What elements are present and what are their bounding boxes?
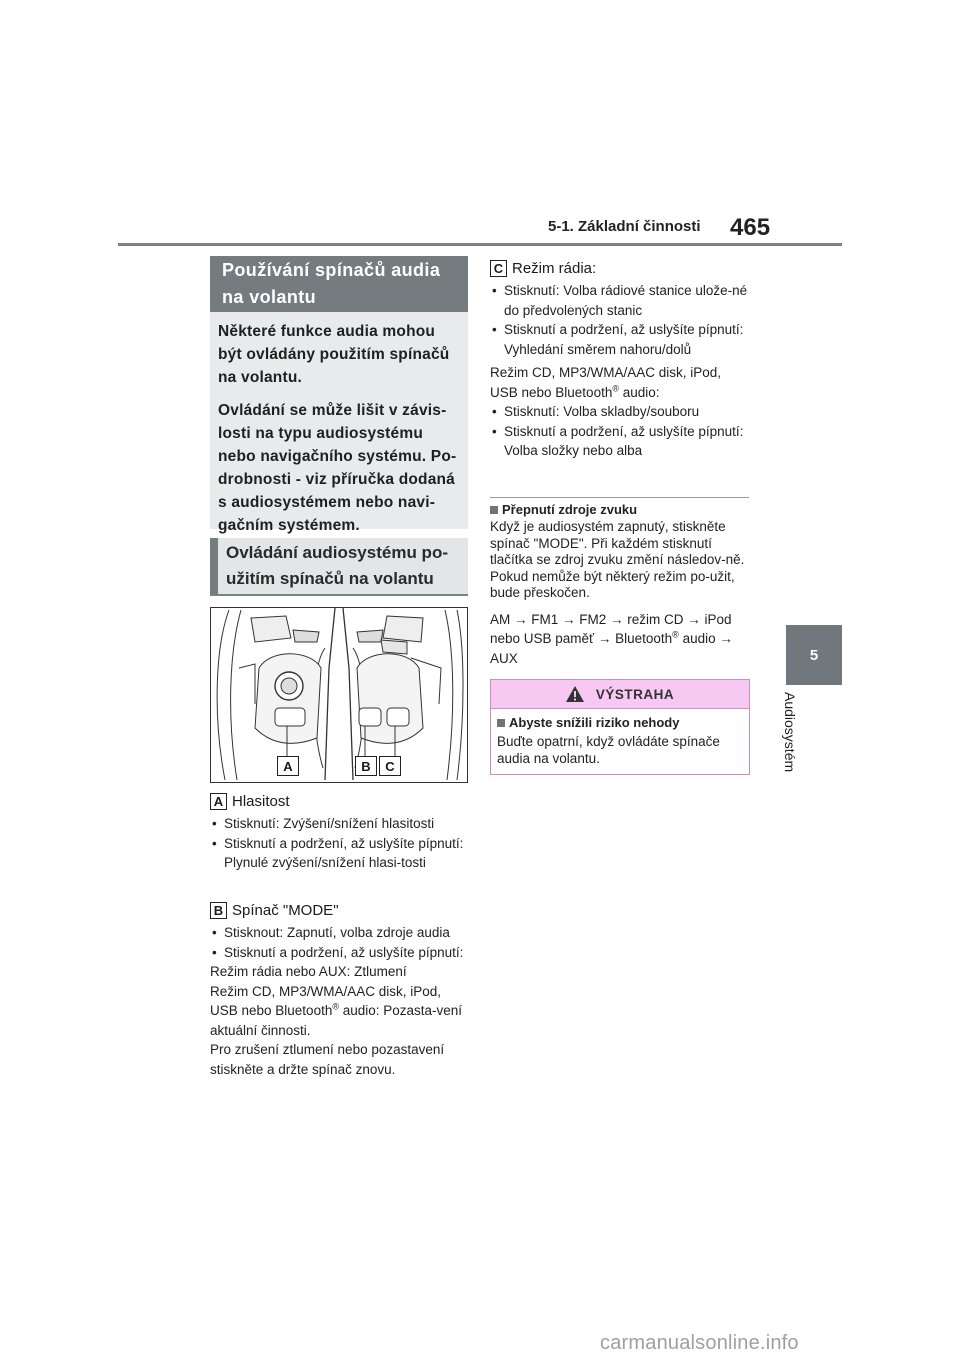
item-b-bullet-1: • Stisknout: Zapnutí, volba zdroje audia	[210, 923, 468, 943]
source-text: Když je audiosystém zapnutý, stiskněte spínač "MODE". Při každém stisknutí tlačítka se zdroj zvuku změní následov-ně. Pokud nemůže být některý režim po-užit, bude přeskočen.	[490, 519, 745, 600]
registered-mark: ®	[612, 383, 619, 393]
item-c-bullet-1: • Stisknutí: Volba rádiové stanice ulože-né do předvolených stanic	[490, 281, 752, 320]
steering-wheel-illustration	[210, 607, 468, 783]
item-c-bullet-3: • Stisknutí: Volba skladby/souboru	[490, 402, 752, 422]
warning-heading-text: Abyste snížili riziko nehody	[509, 715, 680, 730]
figure-label-c: C	[379, 756, 401, 776]
square-bullet-icon	[490, 506, 498, 514]
source-heading	[490, 502, 752, 517]
chapter-tab: 5	[786, 625, 842, 685]
source-sequence-pre: AM → FM1 → FM2 → režim CD → iPod nebo USB paměť → Bluetooth	[490, 611, 732, 646]
label-a: A	[210, 793, 227, 810]
warning-text: Buďte opatrní, když ovládáte spínače audia na volantu.	[497, 734, 720, 766]
item-b-title	[210, 902, 468, 919]
intro-box	[210, 312, 468, 534]
heading1-text: Používání spínačů audia na volantu	[222, 260, 441, 307]
item-b-para-3: Pro zrušení ztlumení nebo pozastavení stiskněte a držte spínač znovu.	[210, 1042, 445, 1077]
header-divider	[118, 243, 842, 246]
item-b-title-text: Spínač "MODE"	[232, 902, 339, 919]
item-a-title	[210, 793, 468, 810]
item-c-bullets-2	[490, 402, 752, 461]
figure-label-a: A	[277, 756, 299, 776]
label-b: B	[210, 902, 227, 919]
chapter-label-text: Audiosystém	[782, 692, 798, 773]
item-c-bullet-4: • Stisknutí a podržení, až uslyšíte pípnutí: Volba složky nebo alba	[490, 422, 752, 461]
heading2-text: Ovládání audiosystému po-užitím spínačů na volantu	[226, 543, 448, 588]
intro-paragraph-2: Ovládání se může lišit v závis-losti na typu audiosystému nebo navigačního systému. Po-drobnosti - viz příručka dodaná s audiosystémem nebo navi-gačním systémem.	[218, 402, 457, 534]
item-a-title-text: Hlasitost	[232, 793, 290, 810]
registered-mark: ®	[672, 629, 679, 640]
subsection-heading	[210, 538, 468, 594]
figure-label-b: B	[355, 756, 377, 776]
item-c-title	[490, 260, 752, 277]
square-bullet-icon	[497, 719, 505, 727]
item-a-bullet-1: • Stisknutí: Zvýšení/snížení hlasitosti	[210, 814, 468, 834]
item-b-para-1: Režim rádia nebo AUX: Ztlumení	[210, 964, 407, 979]
item-b-mode	[210, 902, 468, 1079]
item-b-para-2-post: audio: Pozasta-vení aktuální činnosti.	[210, 1003, 463, 1038]
heading2-underline	[210, 594, 468, 596]
item-b-para-2-pre: Režim CD, MP3/WMA/AAC disk, iPod, USB nebo Bluetooth	[210, 983, 442, 1018]
item-c-title-text: Režim rádia:	[512, 260, 597, 277]
watermark: carmanualsonline.info	[600, 1332, 799, 1354]
item-c-bullets-1	[490, 281, 752, 359]
item-c-para-post: audio:	[618, 384, 660, 400]
warning-box	[490, 679, 750, 775]
item-c-bullet-2: • Stisknutí a podržení, až uslyšíte pípnutí: Vyhledání směrem nahoru/dolů	[490, 320, 752, 359]
item-b-bullets	[210, 923, 468, 962]
warning-title: VÝSTRAHA	[595, 686, 675, 702]
item-b-bullet-2: • Stisknutí a podržení, až uslyšíte pípnutí:	[210, 943, 468, 963]
item-a-bullet-2: • Stisknutí a podržení, až uslyšíte pípnutí: Plynulé zvýšení/snížení hlasi-tosti	[210, 834, 468, 873]
warning-body	[491, 709, 749, 767]
warning-heading	[497, 715, 743, 730]
section-title: 5-1. Základní činnosti	[548, 218, 701, 235]
item-a-volume	[210, 793, 468, 873]
source-switching-section	[490, 502, 752, 668]
section-heading-steering-switches	[210, 256, 468, 312]
item-a-bullets	[210, 814, 468, 873]
source-divider	[490, 497, 749, 498]
page-number: 465	[730, 214, 771, 241]
steering-wheel-drawing	[211, 608, 467, 782]
warning-triangle-icon	[566, 686, 584, 702]
source-sequence-post: audio → AUX	[490, 631, 733, 666]
registered-mark: ®	[332, 1001, 339, 1012]
intro-paragraph-1: Některé funkce audia mohou být ovládány použitím spínačů na volantu.	[218, 323, 450, 386]
item-c-radio	[490, 260, 752, 461]
warning-header	[491, 680, 749, 709]
chapter-label	[776, 690, 816, 800]
label-c: C	[490, 260, 507, 277]
source-heading-text: Přepnutí zdroje zvuku	[502, 502, 638, 517]
item-b-para-2	[210, 982, 468, 1041]
source-sequence	[490, 610, 752, 669]
item-c-para	[490, 363, 752, 402]
item-c-para-pre: Režim CD, MP3/WMA/AAC disk, iPod, USB nebo Bluetooth	[490, 365, 722, 400]
